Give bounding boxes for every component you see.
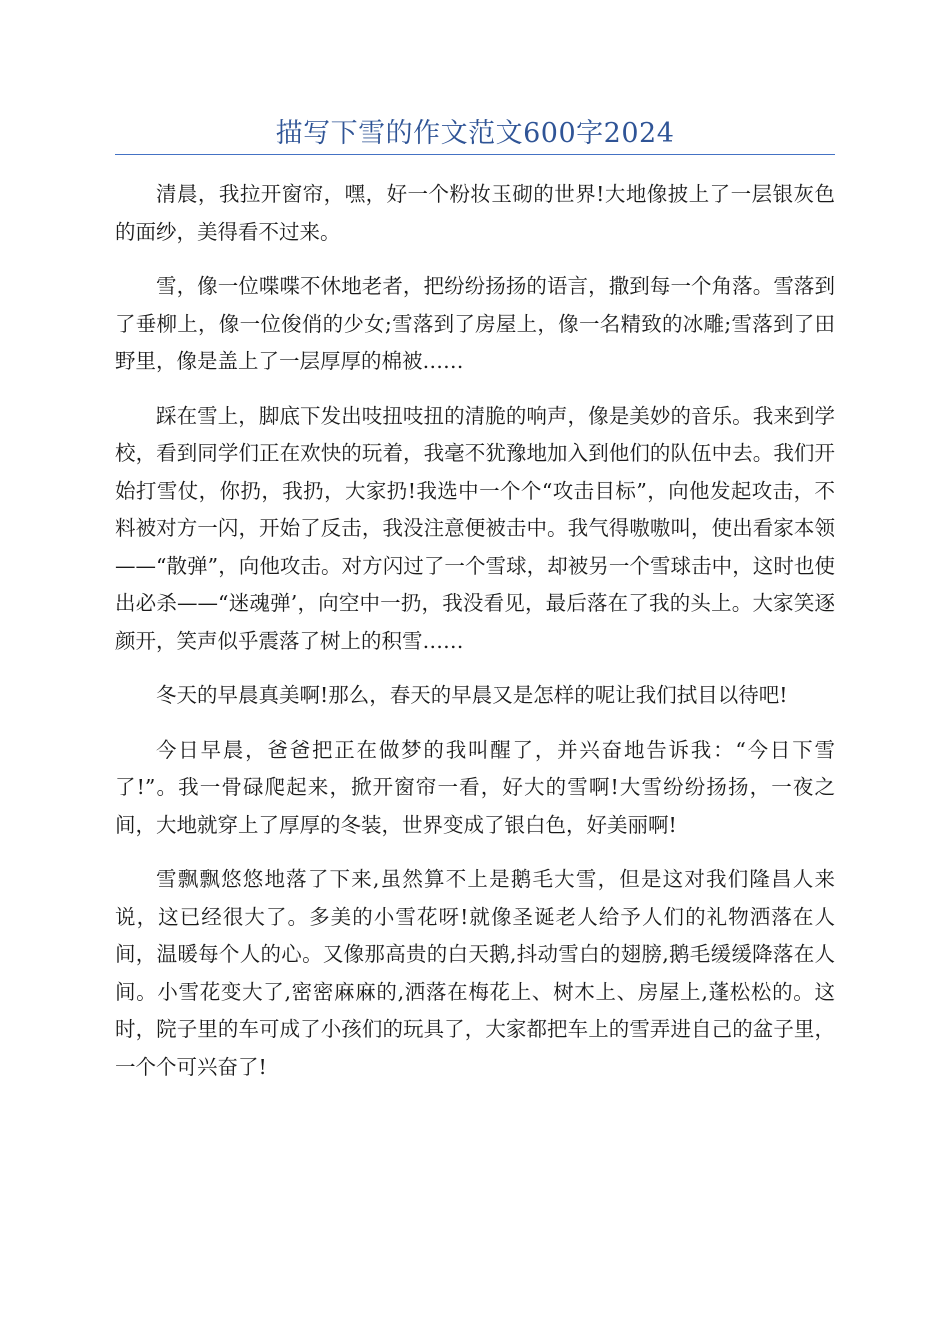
document-body bbox=[115, 176, 835, 1103]
paragraph: 清晨，我拉开窗帘，嘿，好一个粉妆玉砌的世界!大地像披上了一层银灰色的面纱，美得看不过来。 bbox=[115, 182, 835, 244]
paragraph: 冬天的早晨真美啊!那么，春天的早晨又是怎样的呢让我们拭目以待吧! bbox=[156, 683, 788, 707]
paragraph: 今日早晨，爸爸把正在做梦的我叫醒了，并兴奋地告诉我：“今日下雪了!”。我一骨碌爬起来，掀开窗帘一看，好大的雪啊!大雪纷纷扬扬，一夜之间，大地就穿上了厚厚的冬装，世界变成了银白色，好美丽啊! bbox=[115, 737, 835, 837]
paragraph: 雪，像一位喋喋不休地老者，把纷纷扬扬的语言，撒到每一个角落。雪落到了垂柳上，像一位俊俏的少女;雪落到了房屋上，像一名精致的冰雕;雪落到了田野里，像是盖上了一层厚厚的棉被…… bbox=[115, 274, 835, 373]
paragraph: 踩在雪上，脚底下发出吱扭吱扭的清脆的响声，像是美妙的音乐。我来到学校，看到同学们正在欢快的玩着，我毫不犹豫地加入到他们的队伍中去。我们开始打雪仗，你扔，我扔，大家扔!我选中一个个“攻击目标”，向他发起攻击，不料被对方一闪，开始了反击，我没注意便被击中。我气得嗷嗷叫，使出看家本领——“散弹”，向他攻击。对方闪过了一个雪球，却被另一个雪球击中，这时也使出必杀——“迷魂弹’，向空中一扔，我没看见，最后落在了我的头上。大家笑逐颜开，笑声似乎震落了树上的积雪…… bbox=[115, 403, 835, 653]
paragraph: 雪飘飘悠悠地落了下来,虽然算不上是鹅毛大雪，但是这对我们隆昌人来说，这已经很大了。多美的小雪花呀!就像圣诞老人给予人们的礼物洒落在人间，温暖每个人的心。又像那高贵的白天鹅,抖动雪白的翅膀,鹅毛缓缓降落在人间。小雪花变大了,密密麻麻的,洒落在梅花上、树木上、房屋上,蓬松松的。这时，院子里的车可成了小孩们的玩具了，大家都把车上的雪弄进自己的盆子里，一个个可兴奋了! bbox=[115, 867, 835, 1079]
title-underline bbox=[115, 154, 835, 155]
document-title: 描写下雪的作文范文600字2024 bbox=[275, 118, 675, 149]
